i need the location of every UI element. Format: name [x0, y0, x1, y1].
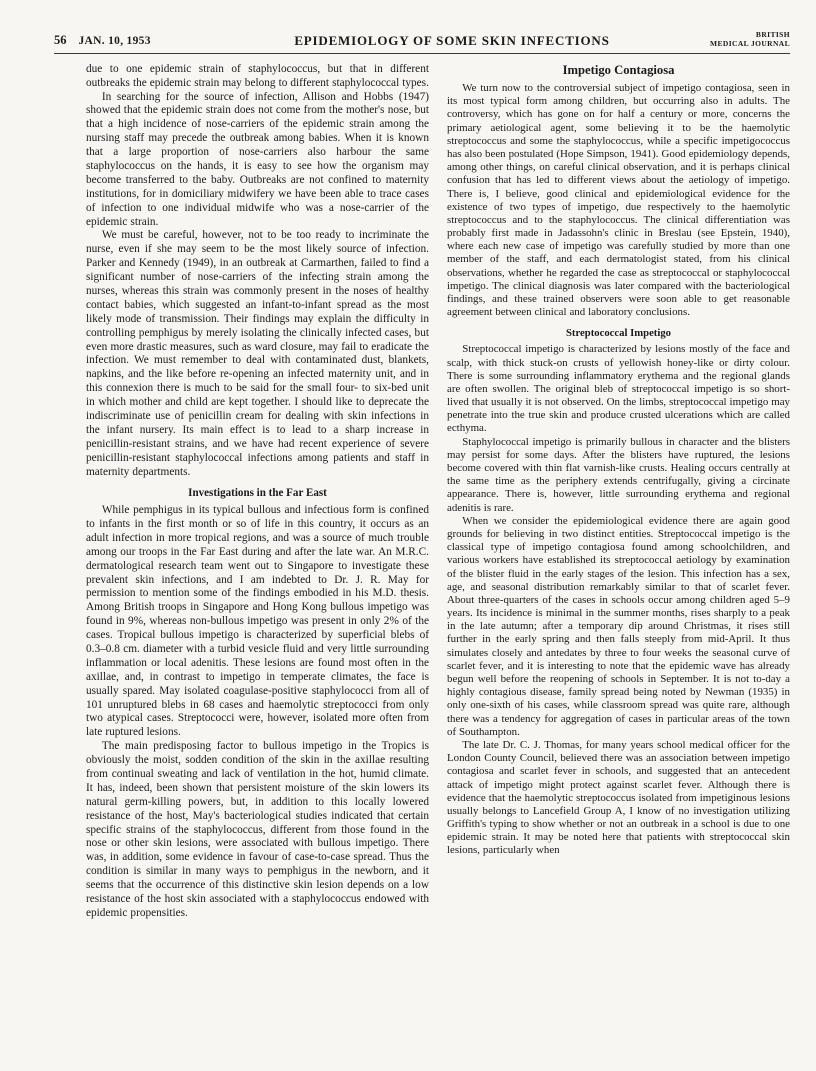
page-header [54, 30, 790, 54]
section-heading: Investigations in the Far East [188, 487, 327, 500]
section-heading: Impetigo Contagiosa [562, 62, 675, 77]
journal-name-line2: MEDICAL JOURNAL [710, 39, 790, 49]
paragraph: While pemphigus in its typical bullous and infectious form is confined to infants in the first month or so of life in this country, it occurs as an adult infection in more tropical regions, and was a source of much trouble among our troops in the Far East during and after the late war. An M.R.C. dermatological research team went out to Singapore to investigate these prevalent skin infections, and I am indebted to Dr. J. R. May for permission to mention some of the findings embodied in his M.D. thesis. Among British troops in Singapore and Hong Kong bullous impetigo was found in 9%, whereas non-bullous impetigo was present in only 2% of the cases. Tropical bullous impetigo is characterized by superficial blebs of 0.3–0.8 cm. diameter with a turbid vesicle fluid and very little surrounding inflammation or local adenitis. These lesions are found most often in the axillae, and, in contrast to impetigo in temperate climates, the face is usually spared. May isolated coagulase-positive staphylococci from all of 101 unruptured blebs in 68 cases and haemolytic streptococci from only two atypical cases. Streptococci were, however, isolated more often from late ruptured lesions. [86, 504, 429, 739]
paragraph: We turn now to the controversial subject of impetigo contagiosa, seen in its most typical form among children, but occurring also in adults. The controversy, which has gone on for half a century or more, concerns the primary aetiological agent, some believing it to be the haemolytic streptococcus and some the staphylococcus, while a specific impetigococcus has also been postulated (Hope Simpson, 1941). Good epidemiology depends, among other things, on careful clinical observation, and it is perhaps clinical confusion that has led to different views about the aetiology of impetigo. There is, I believe, good clinical and epidemiological evidence for the existence of two types of impetigo, due respectively to the haemolytic streptococcus and to the staphylococcus. The clinical differentiation was probably first made in Jadassohn's clinic in Breslau (see Epstein, 1940), where each new case of impetigo was carefully studied by more than one member of the staff, and each dermatologist stated, from his clinical observations, whether he regarded the case as streptococcal or staphylococcal impetigo. The clinical diagnosis was later compared with the bacteriological findings, and these trained observers were soon able to get reasonable agreement between clinical and laboratory conclusions. [447, 82, 790, 319]
paragraph: Staphylococcal impetigo is primarily bullous in character and the blisters may persist for some days. After the blisters have ruptured, the lesions become covered with thin flat varnish-like crusts. Healing occurs centrally at the same time as the periphery extends centrifugally, giving a circinate appearance. There is, however, little surrounding erythema and regional adenitis is rare. [447, 435, 790, 514]
paragraph: The late Dr. C. J. Thomas, for many years school medical officer for the London County Council, believed there was an association between impetigo contagiosa and scarlet fever in schools, and suggested that an antecedent attack of impetigo might protect against scarlet fever. Although there is evidence that the haemolytic streptococcus isolated from impetiginous lesions usually belongs to Lancefield Group A, I know of no investigation utilizing Griffith's typing to show whether or not an outbreak in a school is due to one epidemic strain. It may be noted here that patients with streptococcal skin lesions, particularly when [447, 738, 790, 857]
article-body [86, 54, 790, 921]
running-title: EPIDEMIOLOGY OF SOME SKIN INFECTIONS [294, 32, 610, 48]
paragraph: In searching for the source of infection, Allison and Hobbs (1947) showed that the epidemic strain does not come from the mother's nose, but that a high incidence of nose-carriers of the epidemic strain among the nursing staff may precede the outbreak among babies. When it is known that a large proportion of nose-carriers also harbour the same staphylococcus on the hands, it is easy to see how the organism may become transferred to the baby. Outbreaks are not confined to maternity institutions, for in domiciliary midwifery we have been able to trace cases of infection to one individual midwife who was a nose-carrier of the epidemic strain. [86, 90, 429, 228]
page-number: 56 [54, 32, 67, 47]
section-heading: Streptococcal Impetigo [565, 327, 671, 340]
journal-name [670, 30, 790, 49]
right-column [447, 63, 790, 921]
paragraph: due to one epidemic strain of staphylococcus, but that in different outbreaks the epidemic strain may belong to different staphylococcal types. [86, 62, 429, 89]
paragraph: When we consider the epidemiological evidence there are again good grounds for believing in two distinct entities. Streptococcal impetigo is the classical type of impetigo contagiosa found among schoolchildren, and various workers have established its streptococcal aetiology by examination of the blister fluid in the early stages of the lesion. This infection has a sex, age, and seasonal distribution remarkably similar to that of scarlet fever. About three-quarters of the cases in schools occur among children aged 5–9 years. Its incidence is minimal in the summer months, rises sharply to a peak in the late autumn; after a temporary dip around Christmas, it rises still further in the early spring and then falls steeply from mid-April. It thus simulates closely and antedates by three to four weeks the seasonal curve of scarlet fever, and it is interesting to note that the epidemic wave has already begun well before the reopening of schools in September. It is not to-day a highly contagious disease, family spread being noted by Newman (1935) in only one-sixth of his cases, while classroom spread was quite rare, although there was a tendency for aggregation of cases in particular areas of the town of Southampton. [447, 514, 790, 738]
paragraph: Streptococcal impetigo is characterized by lesions mostly of the face and scalp, with thick stuck-on crusts of yellowish honey-like or dirty colour. There is some surrounding inflammatory erythema and the regional glands are often swollen. The original bleb of streptococcal impetigo is so short-lived that usually it is not observed. On the limbs, streptococcal impetigo may penetrate into the true skin and produce crusted ulcerations which are called ecthyma. [447, 343, 790, 435]
journal-name-line1: BRITISH [755, 30, 790, 39]
paragraph: We must be careful, however, not to be too ready to incriminate the nurse, even if she may seem to be the most likely source of infection. Parker and Kennedy (1949), in an outbreak at Carmarthen, failed to find a significant number of nose-carriers of the infecting strain among the nurses, whereas this strain was commonly present in the noses of healthy contact babies, which suggested an infant-to-infant spread as the most likely mode of transmission. Their findings may explain the difficulty in controlling pemphigus by merely isolating the clinically infected cases, but even more drastic measures, such as ward closure, may fail to eradicate the infection. We must remember to deal with contaminated dust, blankets, napkins, and the like before re-opening an infected maternity unit, and in this connexion there is much to be said for the small four- to six-bed unit in which mother and child are kept together. I should like to deprecate the indiscriminate use of penicillin cream for dealing with skin infections in the infant nursery. Its main effect is to lead to a sharp increase in penicillin-resistant strains, and we have had recent experience of severe penicillin-resistant staphylococcal infections among patients and staff in maternity departments. [86, 229, 429, 478]
header-left [54, 31, 234, 49]
issue-date: JAN. 10, 1953 [78, 34, 151, 47]
paragraph: The main predisposing factor to bullous impetigo in the Tropics is obviously the moist, sodden condition of the skin in the axillae resulting from continual sweating and lack of ventilation in the hot, humid climate. It has, indeed, been shown that persistent moisture of the skin lowers its natural germ-killing powers, but, in addition to this locally lowered resistance of the host, May's bacteriological studies indicated that certain specific strains of the staphylococcus, different from those found in the nose or other skin lesions, were associated with bullous impetigo. There was, in addition, some evidence in favour of case-to-case spread. Thus the condition is similar in many ways to pemphigus in the newborn, and it seems that the occurrence of this distinctive skin lesion depends on a low resistance of the host skin associated with a staphylococcus endowed with epidemic propensities. [86, 740, 429, 919]
left-column [86, 63, 429, 921]
